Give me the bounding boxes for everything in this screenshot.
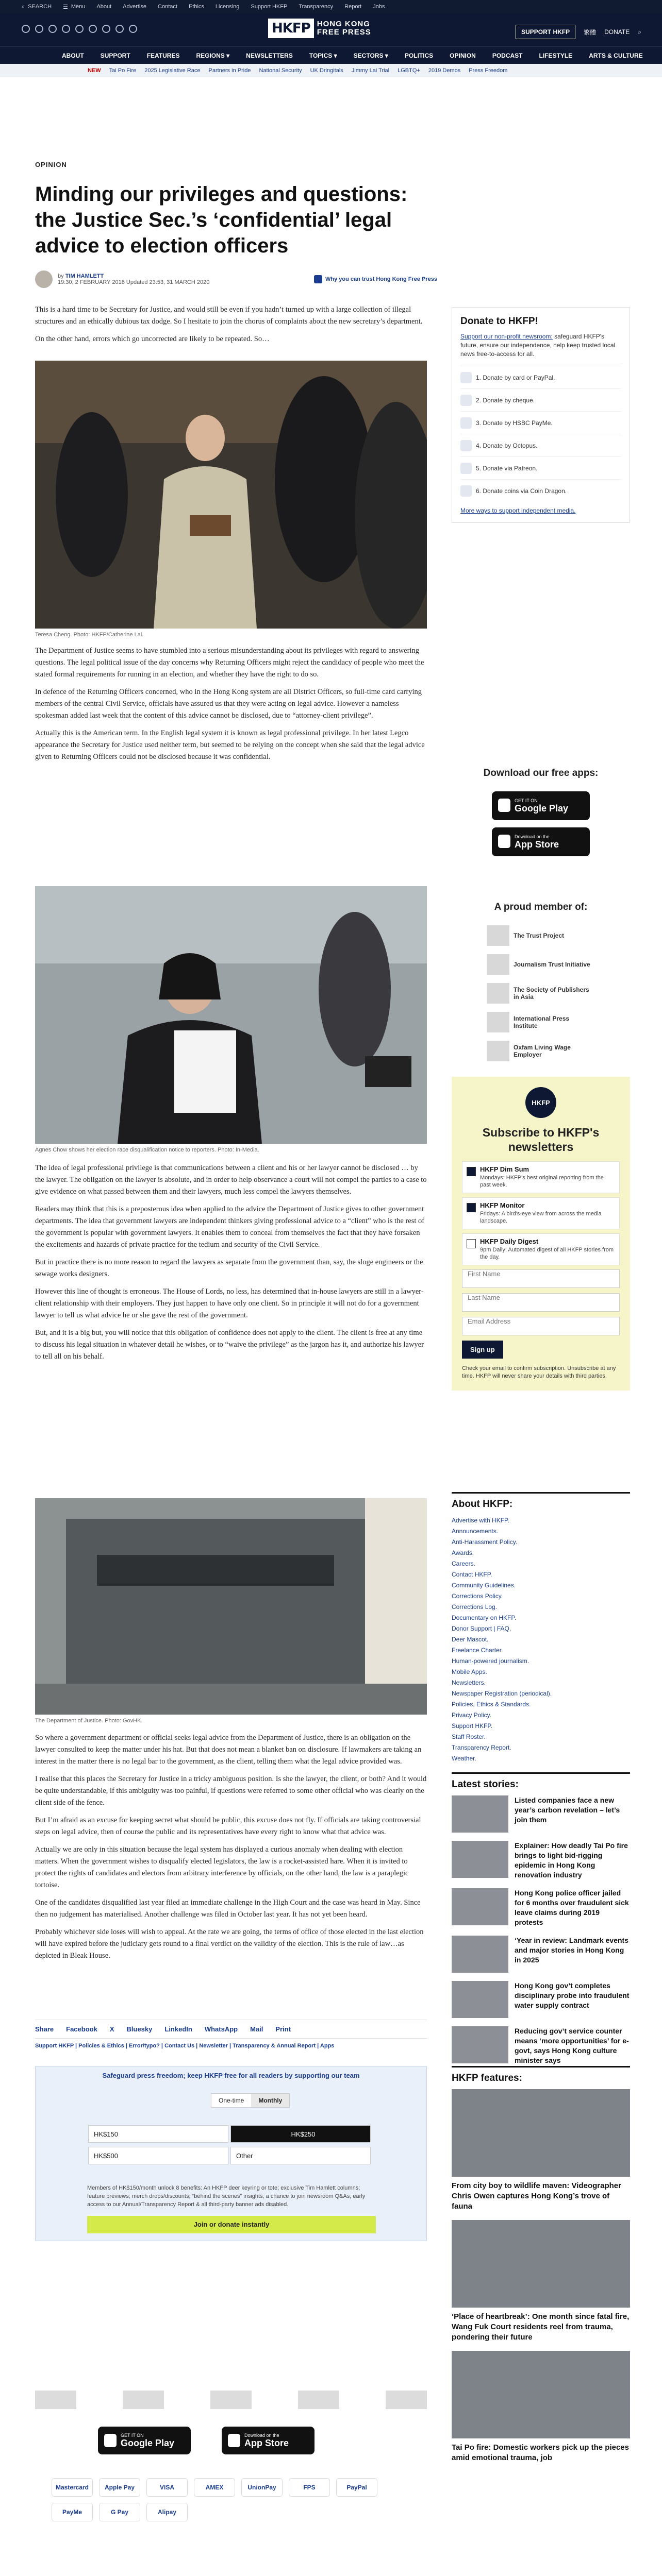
top-link-transparency[interactable]: Transparency bbox=[299, 4, 334, 10]
photo-illustration bbox=[35, 886, 427, 1144]
share-print[interactable]: Print bbox=[275, 2025, 291, 2033]
sidebar-latest bbox=[452, 1772, 630, 2074]
jti-logo[interactable] bbox=[123, 2391, 164, 2409]
support-newsroom-link[interactable]: Support our non-profit newsroom: bbox=[460, 333, 553, 340]
latest-story[interactable]: Explainer: How deadly Tai Po fire brings to light bid-rigging epidemic in Hong Kong renovation industry bbox=[452, 1841, 630, 1880]
top-utility-bar bbox=[0, 0, 662, 13]
ipi-logo[interactable] bbox=[298, 2391, 339, 2409]
member-oxfam[interactable]: Oxfam Living Wage Employer bbox=[487, 1040, 595, 1062]
cheque-icon bbox=[460, 395, 472, 406]
sidebar-memberships bbox=[452, 896, 630, 1069]
email-input[interactable]: Email Address bbox=[462, 1317, 620, 1335]
partner-logo-row bbox=[35, 2391, 427, 2409]
gpay-logo: G Pay bbox=[99, 2503, 140, 2521]
ticker-item[interactable]: 2019 Demos bbox=[428, 67, 461, 74]
card-icon bbox=[460, 372, 472, 383]
amount-500[interactable]: HK$500 bbox=[88, 2147, 228, 2164]
search-link[interactable]: ⌕ SEARCH bbox=[22, 3, 52, 10]
story-thumbnail bbox=[452, 1841, 508, 1878]
menu-icon: ☰ bbox=[63, 4, 68, 10]
top-link-advertise[interactable]: Advertise bbox=[123, 4, 147, 10]
about-link[interactable]: Corrections Policy. bbox=[452, 1592, 503, 1600]
amount-150[interactable]: HK$150 bbox=[88, 2125, 228, 2143]
proud-member-heading: A proud member of: bbox=[494, 902, 588, 912]
paragraph: In defence of the Returning Officers concerned, who in the Hong Kong system are all District Officers, so full-time card carrying members of the central Civil Service, officials have assured us that they were acting on legal advice. However a nameless spokesman added last week that the content of this advice cannot be disclosed, due to “attorney-client privilege”. bbox=[35, 688, 422, 720]
share-label: Share bbox=[35, 2025, 54, 2033]
nav-support[interactable]: SUPPORT bbox=[100, 52, 130, 59]
ticker-item[interactable]: 2025 Legislative Race bbox=[144, 67, 201, 74]
checkbox-unchecked[interactable] bbox=[467, 1239, 476, 1248]
donate-option-card[interactable]: 1. Donate by card or PayPal. bbox=[460, 366, 621, 388]
member-trust-project[interactable]: The Trust Project bbox=[487, 924, 595, 947]
payme-logo: PayMe bbox=[52, 2503, 93, 2521]
main-nav bbox=[0, 46, 662, 64]
social-icons bbox=[22, 25, 137, 33]
article-title: Minding our privileges and questions: the Justice Sec.’s ‘confidential’ legal advice to election officers bbox=[35, 183, 408, 257]
site-header bbox=[0, 13, 662, 46]
newsletter-option-monitor[interactable]: HKFP Monitor Fridays: A bird's-eye view from across the media landscape. bbox=[462, 1197, 620, 1229]
nav-arts[interactable]: ARTS & CULTURE bbox=[589, 52, 643, 59]
nav-politics[interactable]: POLITICS bbox=[404, 52, 434, 59]
amount-250[interactable]: HK$250 bbox=[230, 2125, 371, 2143]
facebook-icon[interactable] bbox=[22, 25, 30, 33]
nav-features[interactable]: FEATURES bbox=[146, 52, 180, 59]
menu-link[interactable]: ☰ Menu bbox=[63, 4, 86, 10]
jti-icon bbox=[487, 954, 509, 975]
paypal-logo: PayPal bbox=[336, 2478, 377, 2497]
story-thumbnail bbox=[452, 2026, 508, 2063]
last-name-input[interactable]: Last Name bbox=[462, 1293, 620, 1312]
nav-lifestyle[interactable]: LIFESTYLE bbox=[539, 52, 573, 59]
photo-illustration bbox=[35, 1498, 427, 1715]
sidebar-features bbox=[452, 2066, 630, 2471]
about-link[interactable]: Anti-Harassment Policy. bbox=[452, 1538, 518, 1546]
checkbox-checked[interactable] bbox=[467, 1167, 476, 1176]
author-name[interactable]: TIM HAMLETT bbox=[65, 273, 104, 279]
linkedin-icon[interactable] bbox=[129, 25, 137, 33]
share-whatsapp[interactable]: WhatsApp bbox=[204, 2025, 238, 2033]
about-link[interactable]: Corrections Log. bbox=[452, 1603, 498, 1611]
tab-one-time[interactable]: One-time bbox=[211, 2094, 251, 2107]
nav-about[interactable]: ABOUT bbox=[62, 52, 84, 59]
feature-image bbox=[452, 2089, 630, 2177]
amex-logo: AMEX bbox=[194, 2478, 235, 2497]
features-heading: HKFP features: bbox=[452, 2073, 522, 2083]
author-avatar bbox=[35, 270, 53, 288]
top-link-about[interactable]: About bbox=[96, 4, 112, 10]
about-link[interactable]: Donor Support | FAQ. bbox=[452, 1625, 511, 1632]
about-link[interactable]: Newspaper Registration (periodical). bbox=[452, 1690, 552, 1697]
more-ways-link[interactable]: More ways to support independent media. bbox=[460, 507, 576, 514]
feature-card[interactable]: From city boy to wildlife maven: Videographer Chris Owen captures Hong Kong’s trove of fauna bbox=[452, 2089, 630, 2212]
top-link-jobs[interactable]: Jobs bbox=[373, 4, 385, 10]
about-links bbox=[452, 1515, 630, 1764]
donate-link[interactable]: DONATE bbox=[604, 28, 630, 36]
story-thumbnail bbox=[452, 1888, 508, 1925]
top-link-contact[interactable]: Contact bbox=[158, 4, 177, 10]
top-link-support[interactable]: Support HKFP bbox=[251, 4, 288, 10]
newsletter-option-dimsum[interactable]: HKFP Dim Sum Mondays: HKFP's best original reporting from the past week. bbox=[462, 1161, 620, 1193]
donate-option-payme[interactable]: 3. Donate by HSBC PayMe. bbox=[460, 411, 621, 434]
share-x[interactable]: X bbox=[109, 2025, 114, 2033]
sidebar-newsletter bbox=[452, 1077, 630, 1391]
sidebar-apps bbox=[452, 762, 630, 863]
photo-caption: Teresa Cheng. Photo: HKFP/Catherine Lai. bbox=[35, 632, 144, 638]
photo-caption: Agnes Chow shows her election race disqualification notice to reporters. Photo: In-Media. bbox=[35, 1147, 259, 1153]
nav-sectors[interactable]: SECTORS ▾ bbox=[353, 52, 388, 59]
footer-policy-links[interactable]: Support HKFP | Policies & Ethics | Error/typo? | Contact Us | Newsletter | Transparency & Annual Report | Apps bbox=[35, 2043, 335, 2049]
signup-button[interactable]: Sign up bbox=[462, 1341, 503, 1359]
patreon-icon bbox=[460, 463, 472, 474]
google-play-badge[interactable]: GET IT ON Google Play bbox=[98, 2427, 191, 2454]
paragraph: The idea of legal professional privilege is that communications between a client and his or her lawyer cannot be disclosed … by the lawyer. The obligation on the lawyer is absolute, and in order to help observance a court will not compel the parties to a case to give evidence on what passed between them and their lawyers, much less compel the lawyers themselves. bbox=[35, 1164, 427, 1196]
paragraph: However this line of thought is erroneous. The House of Lords, no less, has determined that in-house lawyers are still in a lawyer-client relationship with their employers. They just happen to have only one client. So in principle it will not do for a government lawyer to tell us what advice he or she gave the rest of the government. bbox=[35, 1287, 424, 1319]
feature-card[interactable]: ‘Place of heartbreak’: One month since fatal fire, Wang Fuk Court residents reel from trauma, pondering their future bbox=[452, 2220, 630, 2343]
sopa-icon bbox=[487, 983, 509, 1004]
about-link[interactable]: Contact HKFP. bbox=[452, 1571, 492, 1578]
about-link[interactable]: Transparency Report. bbox=[452, 1744, 511, 1751]
paragraph: This is a hard time to be Secretary for Justice, and would still be even if you hadn’t turned up with a large collection of illegal structures and an ethically dubious tax dodge. So I hesitate to join the chorus of complaints about the new secretary’s department. bbox=[35, 306, 423, 326]
newsletter-fineprint: Check your email to confirm subscription. Unsubscribe at any time. HKFP will never share your details with third parties. bbox=[462, 1365, 616, 1379]
ticker-new-label: NEW bbox=[88, 67, 101, 74]
donate-option-patreon[interactable]: 5. Donate via Patreon. bbox=[460, 456, 621, 479]
sidebar-app-store-badge[interactable]: Download on the App Store bbox=[492, 827, 590, 856]
article-dates: 19:30, 2 FEBRUARY 2018 Updated 23:53, 31 MARCH 2020 bbox=[58, 279, 210, 285]
ticker-item[interactable]: UK Dringitals bbox=[310, 67, 343, 74]
paragraph: Readers may think that this is a preposterous idea when applied to the advice the Department of Justice gives to other government departments. The idea that government lawyers are independent thinkers giving professional advice to a “client” who is the rest of the government is popular with government lawyers. It enables them to conceal from themselves the fact that they have forsaken the excitements and hazards of private practice for the tedium and security of the Civil Service. bbox=[35, 1205, 425, 1249]
whatsapp-icon[interactable] bbox=[102, 25, 110, 33]
trust-link[interactable]: Why you can trust Hong Kong Free Press bbox=[314, 275, 437, 283]
donate-option-octopus[interactable]: 4. Donate by Octopus. bbox=[460, 434, 621, 456]
donate-option-cheque[interactable]: 2. Donate by cheque. bbox=[460, 388, 621, 411]
newsletter-logo: HKFP bbox=[525, 1087, 556, 1118]
trending-ticker bbox=[0, 64, 662, 77]
mastercard-logo: Mastercard bbox=[52, 2478, 93, 2497]
about-link[interactable]: Freelance Charter. bbox=[452, 1647, 503, 1654]
top-link-licensing[interactable]: Licensing bbox=[215, 4, 240, 10]
ipi-icon bbox=[487, 1012, 509, 1032]
ticker-item[interactable]: Tai Po Fire bbox=[109, 67, 137, 74]
about-link[interactable]: Awards. bbox=[452, 1549, 474, 1556]
byline bbox=[35, 269, 437, 290]
share-linkedin[interactable]: LinkedIn bbox=[164, 2025, 192, 2033]
latest-story[interactable]: Listed companies face a new year’s carbon revelation – let’s join them bbox=[452, 1795, 630, 1833]
x-icon[interactable] bbox=[35, 25, 43, 33]
photo-caption: The Department of Justice. Photo: GovHK. bbox=[35, 1718, 143, 1724]
photo-agnes-chow bbox=[35, 886, 427, 1144]
coin-icon bbox=[460, 485, 472, 497]
share-bluesky[interactable]: Bluesky bbox=[126, 2025, 153, 2033]
app-store-badge[interactable]: Download on the App Store bbox=[222, 2427, 315, 2454]
applepay-logo: Apple Pay bbox=[99, 2478, 140, 2497]
about-link[interactable]: Privacy Policy. bbox=[452, 1711, 492, 1719]
fps-logo: FPS bbox=[289, 2478, 330, 2497]
donate-now-button[interactable]: Join or donate instantly bbox=[87, 2216, 376, 2233]
article-body-2 bbox=[35, 645, 427, 769]
nav-opinion[interactable]: OPINION bbox=[450, 52, 476, 59]
nav-podcast[interactable]: PODCAST bbox=[492, 52, 523, 59]
member-sopa[interactable]: The Society of Publishers in Asia bbox=[487, 982, 595, 1005]
bluesky-icon[interactable] bbox=[115, 25, 124, 33]
nav-topics[interactable]: TOPICS ▾ bbox=[309, 52, 337, 59]
logo-line-1: HONG KONG bbox=[317, 20, 370, 28]
about-link[interactable]: Policies, Ethics & Standards. bbox=[452, 1701, 531, 1708]
sidebar-google-play-badge[interactable]: GET IT ON Google Play bbox=[492, 791, 590, 820]
photo-illustration bbox=[35, 361, 427, 629]
oxfam-logo[interactable] bbox=[386, 2391, 427, 2409]
donation-heading: Safeguard press freedom; keep HKFP free for all readers by supporting our team bbox=[102, 2072, 360, 2079]
story-thumbnail bbox=[452, 1981, 508, 2018]
instagram-icon[interactable] bbox=[48, 25, 57, 33]
photo-teresa-cheng bbox=[35, 361, 427, 629]
photo-department-of-justice bbox=[35, 1498, 427, 1715]
paragraph: But in practice there is no more reason to regard the lawyers as separate from the government than, say, the sloge engineers or the sewage works designers. bbox=[35, 1258, 423, 1278]
telegram-icon[interactable] bbox=[89, 25, 97, 33]
first-name-input[interactable]: First Name bbox=[462, 1269, 620, 1288]
paragraph: So where a government department or official seeks legal advice from the Department of Justice, there is an obligation on the lawyer consulted to keep the matter under his hat. But that does not mean a blanket ban on disclosure. If lawmakers are taking an interest in the matter there is no legal bar to the government, as the client, telling them what the legal advice provided was. bbox=[35, 1734, 422, 1766]
nav-newsletters[interactable]: NEWSLETTERS bbox=[246, 52, 293, 59]
visa-logo: VISA bbox=[146, 2478, 188, 2497]
sidebar-about bbox=[452, 1492, 630, 1764]
top-link-report[interactable]: Report bbox=[344, 4, 362, 10]
youtube-icon[interactable] bbox=[75, 25, 84, 33]
story-thumbnail bbox=[452, 1795, 508, 1833]
story-thumbnail bbox=[452, 1936, 508, 1973]
support-hkfp-button[interactable]: SUPPORT HKFP bbox=[516, 25, 575, 39]
latest-story[interactable]: Hong Kong police officer jailed for 6 months over fraudulent sick leave claims during 2019 protests bbox=[452, 1888, 630, 1927]
amount-other[interactable]: Other bbox=[230, 2147, 371, 2164]
newsletter-option-digest[interactable]: HKFP Daily Digest 9pm Daily: Automated digest of all HKFP stories from the day. bbox=[462, 1233, 620, 1265]
share-facebook[interactable]: Facebook bbox=[66, 2025, 97, 2033]
feature-image bbox=[452, 2220, 630, 2308]
about-link[interactable]: Community Guidelines. bbox=[452, 1582, 516, 1589]
ticker-item[interactable]: National Security bbox=[259, 67, 302, 74]
download-apps-heading: Download our free apps: bbox=[483, 768, 599, 778]
octopus-icon bbox=[460, 440, 472, 451]
share-mail[interactable]: Mail bbox=[250, 2025, 263, 2033]
about-link[interactable]: Human-powered journalism. bbox=[452, 1657, 529, 1665]
about-link[interactable]: Announcements. bbox=[452, 1528, 499, 1535]
nav-regions[interactable]: REGIONS ▾ bbox=[196, 52, 230, 59]
paragraph: Probably whichever side loses will wish to appeal. At the rate we are going, the terms of office of those elected in the last election will have expired before the judiciary gets round to a final verdict on the validity of the election. This is the rule of law…as depicted in Bleak House. bbox=[35, 1928, 424, 1960]
article-body-1 bbox=[35, 304, 427, 351]
article-body-4 bbox=[35, 1732, 427, 1968]
sidebar-donate: Donate to HKFP! Support our non-profit newsroom: safeguard HKFP's future, ensure our independence, help keep trusted local news free-to-access for all. 1. Donate by card or PayPal. 2. Donate by cheque. 3. Donate by HSBC PayMe. 4. Donate by Octopus. 5. Donate via Patreon. 6. Donate coins via Coin Dragon. More ways to support independent media. bbox=[452, 307, 630, 523]
member-jti[interactable]: Journalism Trust Initiative bbox=[487, 953, 595, 976]
search-icon: ⌕ bbox=[22, 3, 25, 10]
paragraph: But, and it is a big but, you will notice that this obligation of confidence does not apply to the client. The client is free at any time to discuss his legal situation in whatever detail he wishes, or to “waive the privilege” as the jargon has it, and authorize his lawyer to tell all on his behalf. bbox=[35, 1329, 424, 1361]
about-link[interactable]: Advertise with HKFP. bbox=[452, 1517, 509, 1524]
donate-option-coins[interactable]: 6. Donate coins via Coin Dragon. bbox=[460, 479, 621, 502]
logo-line-2: FREE PRESS bbox=[317, 28, 371, 37]
latest-story[interactable]: ‘Year in review: Landmark events and major stories in Hong Kong in 2025 bbox=[452, 1936, 630, 1973]
threads-icon[interactable] bbox=[62, 25, 70, 33]
ticker-item[interactable]: Partners in Pride bbox=[208, 67, 251, 74]
membership-note: Members of HK$150/month unlock 8 benefits: An HKFP deer keyring or tote; exclusive Tim Hamlett columns; feature previews; merch drops/discounts; “behind the scenes” insights; a chance to join newsroom Q&As; early access to our Annual/Transparency Report & all third-party banner ads disabled. bbox=[87, 2185, 366, 2208]
latest-story[interactable]: Reducing gov’t service counter means ‘more opportunities’ for e-govt, says Hong Kong culture minister says bbox=[452, 2026, 630, 2065]
newsletter-heading: Subscribe to HKFP's newsletters bbox=[482, 1126, 600, 1154]
trust-project-icon bbox=[487, 925, 509, 946]
article-body-3 bbox=[35, 1162, 427, 1368]
paragraph: But I’m afraid as an excuse for keeping secret what should be public, this excuse does not fly. If officials are taking controversial steps on legal advice, then of course the public and its representatives have every right to know what that advice was. bbox=[35, 1816, 421, 1836]
checkbox-checked[interactable] bbox=[467, 1203, 476, 1212]
donation-widget bbox=[35, 2066, 427, 2241]
share-bar bbox=[35, 2020, 427, 2039]
latest-heading: Latest stories: bbox=[452, 1779, 519, 1790]
top-link-ethics[interactable]: Ethics bbox=[188, 4, 204, 10]
oxfam-icon bbox=[487, 1041, 509, 1061]
payme-icon bbox=[460, 417, 472, 429]
about-link[interactable]: Support HKFP. bbox=[452, 1722, 493, 1730]
logo-mark: HKFP bbox=[268, 19, 314, 38]
tab-monthly[interactable]: Monthly bbox=[251, 2094, 289, 2107]
paragraph: One of the candidates disqualified last year filed an immediate challenge in the High Court and the case was heard in May. Since then no judgement has materialised. Another challenge was filed in October last year. It has not yet been heard. bbox=[35, 1899, 421, 1919]
article-section-label[interactable]: OPINION bbox=[35, 161, 67, 168]
about-link[interactable]: Staff Roster. bbox=[452, 1733, 486, 1740]
about-link[interactable]: Weather. bbox=[452, 1755, 476, 1762]
paragraph: Actually this is the American term. In the English legal system it is known as legal professional privilege. In her latest Legco appearance the Secretary for Justice used neither term, but seemed to be relying on the concept when she said that the legal advice given to Returning Officers could not be disclosed because it was confidential. bbox=[35, 729, 425, 761]
about-link[interactable]: Newsletters. bbox=[452, 1679, 486, 1686]
trust-icon bbox=[314, 275, 322, 283]
sopa-logo[interactable] bbox=[210, 2391, 252, 2409]
about-heading: About HKFP: bbox=[452, 1499, 513, 1510]
donate-heading: Donate to HKFP! bbox=[460, 316, 538, 327]
ticker-item[interactable]: LGBTQ+ bbox=[398, 67, 420, 74]
ticker-item[interactable]: Jimmy Lai Trial bbox=[351, 67, 390, 74]
member-ipi[interactable]: International Press Institute bbox=[487, 1011, 595, 1033]
site-logo[interactable] bbox=[268, 19, 371, 38]
by-label: by bbox=[58, 273, 64, 279]
payment-methods bbox=[52, 2478, 412, 2521]
about-link[interactable]: Careers. bbox=[452, 1560, 476, 1567]
about-link[interactable]: Deer Mascot. bbox=[452, 1636, 489, 1643]
about-link[interactable]: Mobile Apps. bbox=[452, 1668, 487, 1675]
paragraph: On the other hand, errors which go uncorrected are likely to be repeated. So… bbox=[35, 335, 270, 343]
trust-project-logo[interactable] bbox=[35, 2391, 76, 2409]
latest-story[interactable]: Hong Kong gov’t completes disciplinary probe into fraudulent water supply contract bbox=[452, 1981, 630, 2018]
language-switch[interactable]: 繁體 bbox=[584, 28, 597, 36]
feature-image bbox=[452, 2351, 630, 2438]
header-search-icon[interactable]: ⌕ bbox=[638, 28, 641, 36]
feature-card[interactable]: Tai Po fire: Domestic workers pick up the pieces amid emotional trauma, job bbox=[452, 2351, 630, 2463]
paragraph: The Department of Justice seems to have stumbled into a serious misunderstanding about its privileges with regard to answering questions. The legal political issue of the day concerns why Returning Officers might reject the candidacy of people who meet the stated formal requirements for running in an election, and whether they have the right to do so. bbox=[35, 647, 424, 679]
ticker-item[interactable]: Press Freedom bbox=[469, 67, 508, 74]
alipay-logo: Alipay bbox=[146, 2503, 188, 2521]
paragraph: I realise that this places the Secretary for Justice in a tricky ambiguous position. Is she the lawyer, the client, or both? And it would be quite understandable, if this ambiguity was too painful, if questions were referred to some other official who was clearly on the client side of the fence. bbox=[35, 1775, 427, 1807]
about-link[interactable]: Documentary on HKFP. bbox=[452, 1614, 517, 1621]
paragraph: Actually we are only in this situation because the legal system has displayed a curious anomaly when dealing with election matters. When the government wishes to disqualify elected legislators, the law is a rocket-assisted hare. When it is invited to protect the rights of candidates and electors from arbitrary interference by officials, on the other hand, the law is a paraplegic tortoise. bbox=[35, 1845, 409, 1889]
unionpay-logo: UnionPay bbox=[241, 2478, 283, 2497]
